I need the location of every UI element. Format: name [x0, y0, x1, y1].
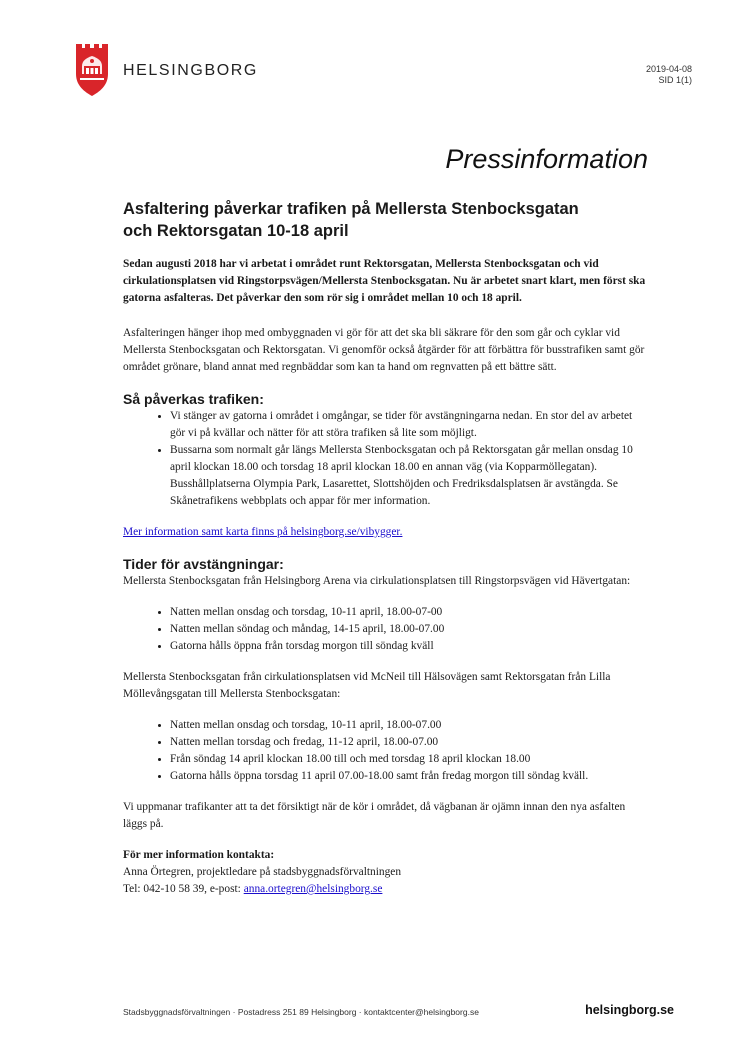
headline: [123, 198, 648, 242]
helsingborg-crest-logo: [75, 44, 109, 96]
footer-site: helsingborg.se: [585, 1003, 674, 1017]
list-item: • Natten mellan onsdag och torsdag, 10-11 april, 18.00-07.00: [170, 717, 648, 734]
traffic-list: [123, 408, 648, 510]
logo-wordmark: HELSINGBORG: [123, 62, 258, 79]
contact-heading: För mer information kontakta:: [123, 849, 275, 861]
list-item: • Från söndag 14 april klockan 18.00 till och med torsdag 18 april klockan 18.00: [170, 751, 648, 768]
page-number: SID 1(1): [658, 75, 692, 85]
headline-line-2: och Rektorsgatan 10-18 april: [123, 222, 349, 240]
group2-list: [123, 717, 648, 785]
lead-paragraph: Sedan augusti 2018 har vi arbetat i området runt Rektorsgatan, Mellersta Stenbocksgatan och vid cirkulationsplatsen vid Ringstorpsvägen/Mellersta Stenbocksgatan. Nu är arbetet snart klart, men först ska gatorna asfalteras. Det påverkar den som rör sig i området mellan 10 och 18 april.: [123, 258, 646, 304]
list-item: • Gatorna hålls öppna från torsdag morgon till söndag kväll: [170, 638, 648, 655]
headline-line-1: Asfaltering påverkar trafiken på Mellersta Stenbocksgatan: [123, 200, 579, 218]
footer-address: Stadsbyggnadsförvaltningen · Postadress 251 89 Helsingborg · kontaktcenter@helsingborg.se: [123, 1007, 479, 1017]
contact-line: [123, 881, 648, 898]
page-title: Pressinformation: [445, 144, 648, 174]
more-info-link[interactable]: Mer information samt karta finns på helsingborg.se/vibygger.: [123, 526, 403, 538]
list-item: • Natten mellan onsdag och torsdag, 10-11 april, 18.00-07-00: [170, 604, 648, 621]
list-item: • Gatorna hålls öppna torsdag 11 april 07.00-18.00 samt från fredag morgon till söndag kväll.: [170, 768, 648, 785]
list-item: • Natten mellan torsdag och fredag, 11-12 april, 18.00-07.00: [170, 734, 648, 751]
times-heading: Tider för avstängningar:: [123, 556, 284, 572]
contact-phone: Tel: 042-10 58 39, e-post:: [123, 883, 244, 895]
contact-email-link[interactable]: anna.ortegren@helsingborg.se: [243, 883, 383, 895]
document-meta: [646, 64, 692, 86]
more-info-paragraph: [123, 524, 648, 541]
group2-intro: Mellersta Stenbocksgatan från cirkulationsplatsen vid McNeil till Hälsovägen samt Rektorsgatan från Lilla Möllevångsgatan till Mellersta Stenbocksgatan:: [123, 671, 611, 700]
contact-person: Anna Örtegren, projektledare på stadsbyggnadsförvaltningen: [123, 866, 402, 878]
list-item: • Bussarna som normalt går längs Mellersta Stenbocksgatan och på Rektorsgatan går mellan onsdag 10 april klockan 18.00 och torsdag 18 april klockan 18.00 en annan väg (via Kopparmöllegatan). Busshållplatserna Olympia Park, Lasarettet, Slottshöjden och Fredriksdalsplatsen är avstängda. Se Skånetrafikens webbplats och appar för mer information.: [170, 442, 648, 510]
traffic-heading: Så påverkas trafiken:: [123, 391, 264, 407]
group1-list: [123, 604, 648, 655]
list-item: • Vi stänger av gatorna i området i omgångar, se tider för avstängningarna nedan. En stor del av arbetet gör vi på kvällar och nätter för att störa trafiken så lite som möjligt.: [170, 408, 648, 442]
list-item: • Natten mellan söndag och måndag, 14-15 april, 18.00-07.00: [170, 621, 648, 638]
document-body: [123, 198, 648, 898]
closing-paragraph: Vi uppmanar trafikanter att ta det försiktigt när de kör i området, då vägbanan är ojämn innan den nya asfalten läggs på.: [123, 801, 626, 830]
document-date: 2019-04-08: [645, 64, 692, 74]
group1-intro: Mellersta Stenbocksgatan från Helsingborg Arena via cirkulationsplatsen till Ringstorpsvägen vid Hävertgatan:: [123, 575, 631, 587]
intro-paragraph: Asfalteringen hänger ihop med ombyggnaden vi gör för att det ska bli säkrare för den som går och cyklar vid Mellersta Stenbocksgatan och Rektorsgatan. Vi genomför också åtgärder för att förbättra för busstrafiken samt gör området grönare, bland annat med regnbäddar som kan ta hand om regnvatten på ett bättre sätt.: [123, 327, 645, 373]
